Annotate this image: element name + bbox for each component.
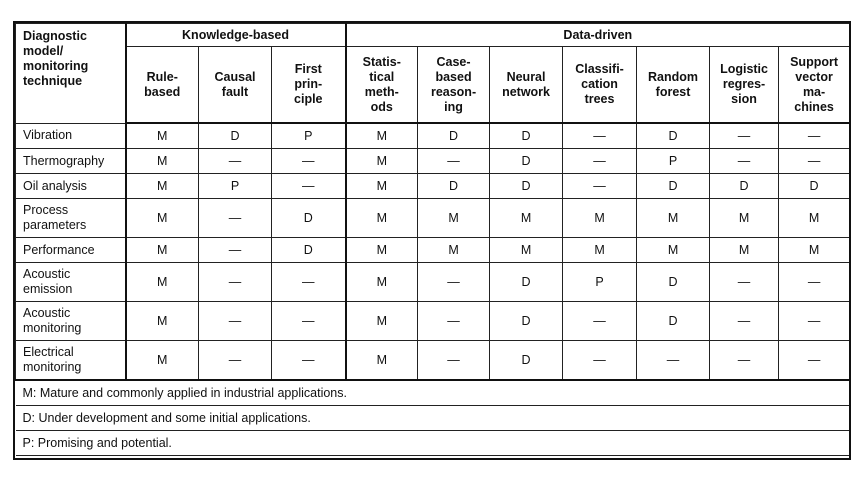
legend-under-development: D: Under development and some initial applications. <box>16 406 850 431</box>
cell-value: M <box>126 123 199 149</box>
cell-value: M <box>710 238 779 263</box>
technique-table <box>15 23 850 456</box>
row-label: Process parameters <box>16 199 126 238</box>
cell-value: — <box>710 263 779 302</box>
cell-value: — <box>199 341 272 381</box>
cell-value: M <box>418 199 490 238</box>
cell-value: M <box>126 238 199 263</box>
cell-value: — <box>563 341 637 381</box>
cell-value: M <box>126 149 199 174</box>
cell-value: M <box>563 199 637 238</box>
table-row <box>16 123 850 149</box>
table-body <box>16 123 850 380</box>
cell-value: M <box>563 238 637 263</box>
cell-value: M <box>126 263 199 302</box>
cell-value: M <box>490 238 563 263</box>
cell-value: — <box>272 149 346 174</box>
col-header-neural-network: Neural network <box>490 47 563 124</box>
cell-value: M <box>710 199 779 238</box>
cell-value: — <box>272 302 346 341</box>
table-row <box>16 149 850 174</box>
cell-value: D <box>490 174 563 199</box>
col-header-support-vector-machines: Support vector ma- chines <box>779 47 850 124</box>
cell-value: D <box>637 123 710 149</box>
cell-value: M <box>346 149 418 174</box>
cell-value: M <box>126 174 199 199</box>
col-header-case-based-reasoning: Case- based reason- ing <box>418 47 490 124</box>
cell-value: M <box>779 199 850 238</box>
cell-value: M <box>637 238 710 263</box>
cell-value: D <box>272 238 346 263</box>
cell-value: — <box>418 341 490 381</box>
cell-value: — <box>710 149 779 174</box>
cell-value: — <box>418 302 490 341</box>
cell-value: M <box>346 263 418 302</box>
cell-value: D <box>272 199 346 238</box>
cell-value: P <box>563 263 637 302</box>
cell-value: — <box>199 238 272 263</box>
technique-table-frame <box>13 21 851 460</box>
cell-value: — <box>779 123 850 149</box>
cell-value: — <box>272 341 346 381</box>
row-label: Performance <box>16 238 126 263</box>
cell-value: D <box>637 263 710 302</box>
cell-value: — <box>637 341 710 381</box>
cell-value: — <box>199 302 272 341</box>
cell-value: D <box>418 123 490 149</box>
cell-value: D <box>490 341 563 381</box>
cell-value: — <box>779 263 850 302</box>
col-header-causal-fault: Causal fault <box>199 47 272 124</box>
table-row <box>16 341 850 381</box>
legend-mature: M: Mature and commonly applied in industrial applications. <box>16 380 850 406</box>
corner-header: Diagnostic model/ monitoring technique <box>16 24 126 124</box>
cell-value: — <box>779 302 850 341</box>
cell-value: — <box>272 263 346 302</box>
cell-value: — <box>779 149 850 174</box>
cell-value: M <box>418 238 490 263</box>
cell-value: — <box>710 341 779 381</box>
row-label: Acoustic monitoring <box>16 302 126 341</box>
row-label: Acoustic emission <box>16 263 126 302</box>
row-label: Vibration <box>16 123 126 149</box>
table-row <box>16 174 850 199</box>
table-row <box>16 302 850 341</box>
cell-value: P <box>199 174 272 199</box>
table-row <box>16 238 850 263</box>
cell-value: — <box>563 123 637 149</box>
col-header-classification-trees: Classifi- cation trees <box>563 47 637 124</box>
cell-value: M <box>779 238 850 263</box>
cell-value: M <box>346 174 418 199</box>
cell-value: D <box>637 302 710 341</box>
cell-value: M <box>126 302 199 341</box>
cell-value: M <box>637 199 710 238</box>
cell-value: M <box>346 238 418 263</box>
cell-value: D <box>418 174 490 199</box>
cell-value: — <box>199 199 272 238</box>
cell-value: D <box>490 302 563 341</box>
col-header-first-principle: First prin- ciple <box>272 47 346 124</box>
cell-value: M <box>346 341 418 381</box>
cell-value: — <box>563 302 637 341</box>
cell-value: M <box>126 199 199 238</box>
col-header-logistic-regression: Logistic regres- sion <box>710 47 779 124</box>
cell-value: D <box>199 123 272 149</box>
cell-value: — <box>710 302 779 341</box>
cell-value: — <box>779 341 850 381</box>
cell-value: M <box>346 302 418 341</box>
cell-value: D <box>490 123 563 149</box>
cell-value: M <box>126 341 199 381</box>
col-header-random-forest: Random forest <box>637 47 710 124</box>
cell-value: — <box>199 149 272 174</box>
cell-value: D <box>710 174 779 199</box>
cell-value: — <box>272 174 346 199</box>
row-label: Oil analysis <box>16 174 126 199</box>
cell-value: — <box>563 149 637 174</box>
table-row <box>16 263 850 302</box>
row-label: Electrical monitoring <box>16 341 126 381</box>
col-header-rule-based: Rule- based <box>126 47 199 124</box>
row-label: Thermography <box>16 149 126 174</box>
cell-value: — <box>563 174 637 199</box>
cell-value: D <box>490 149 563 174</box>
cell-value: P <box>637 149 710 174</box>
cell-value: D <box>490 263 563 302</box>
cell-value: M <box>346 123 418 149</box>
cell-value: M <box>490 199 563 238</box>
cell-value: — <box>710 123 779 149</box>
group-data-driven: Data-driven <box>346 24 850 47</box>
table-row <box>16 199 850 238</box>
cell-value: D <box>637 174 710 199</box>
cell-value: — <box>418 263 490 302</box>
cell-value: — <box>199 263 272 302</box>
legend-promising: P: Promising and potential. <box>16 431 850 456</box>
cell-value: M <box>346 199 418 238</box>
cell-value: P <box>272 123 346 149</box>
group-knowledge-based: Knowledge-based <box>126 24 346 47</box>
cell-value: — <box>418 149 490 174</box>
cell-value: D <box>779 174 850 199</box>
col-header-statistical-methods: Statis- tical meth- ods <box>346 47 418 124</box>
